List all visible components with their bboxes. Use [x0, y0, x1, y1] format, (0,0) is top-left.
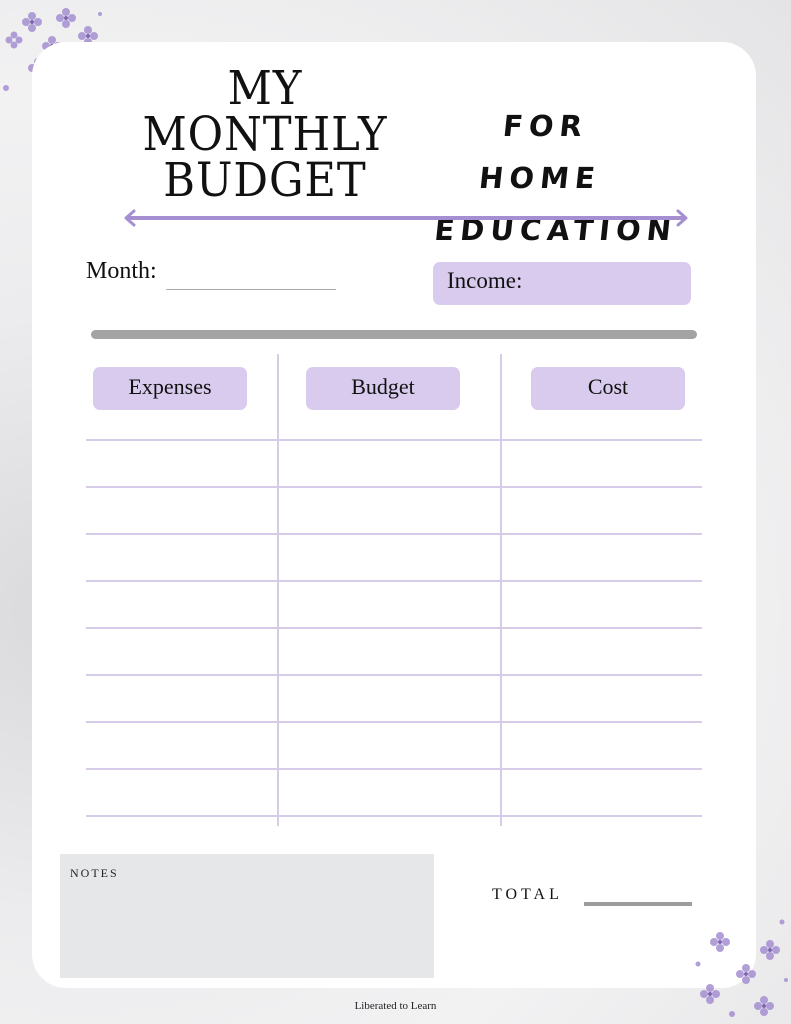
- table-row-line: [86, 768, 702, 770]
- notes-label: NOTES: [70, 866, 119, 880]
- notes-area[interactable]: [60, 854, 434, 978]
- table-row-line: [86, 721, 702, 723]
- title-line: BUDGET: [163, 153, 367, 208]
- month-label: Month:: [86, 258, 157, 284]
- column-header-cost: Cost: [531, 367, 685, 410]
- title-line: MONTHLY: [142, 107, 388, 162]
- table-column-divider: [500, 354, 502, 826]
- table-row-line: [86, 439, 702, 441]
- page-subtitle: [432, 100, 679, 256]
- table-column-divider: [277, 354, 279, 826]
- section-divider: [91, 330, 697, 339]
- column-header-expenses: Expenses: [93, 367, 247, 410]
- table-row-line: [86, 533, 702, 535]
- income-label: Income:: [447, 268, 523, 293]
- total-input-line[interactable]: [584, 902, 692, 906]
- month-input-line[interactable]: [166, 289, 336, 290]
- subtitle-line: EDUCATION: [432, 213, 679, 247]
- footer-credit: Liberated to Learn: [354, 1000, 437, 1012]
- page-title: [120, 61, 410, 208]
- double-arrow-divider: [122, 208, 690, 228]
- table-row-line: [86, 627, 702, 629]
- total-label: TOTAL: [492, 886, 563, 903]
- income-field[interactable]: [433, 262, 691, 305]
- table-row-line: [86, 486, 702, 488]
- column-header-budget: Budget: [306, 367, 460, 410]
- subtitle-line: FOR HOME: [477, 109, 603, 195]
- title-line: MY: [227, 61, 303, 116]
- table-row-line: [86, 674, 702, 676]
- table-row-line: [86, 580, 702, 582]
- table-row-line: [86, 815, 702, 817]
